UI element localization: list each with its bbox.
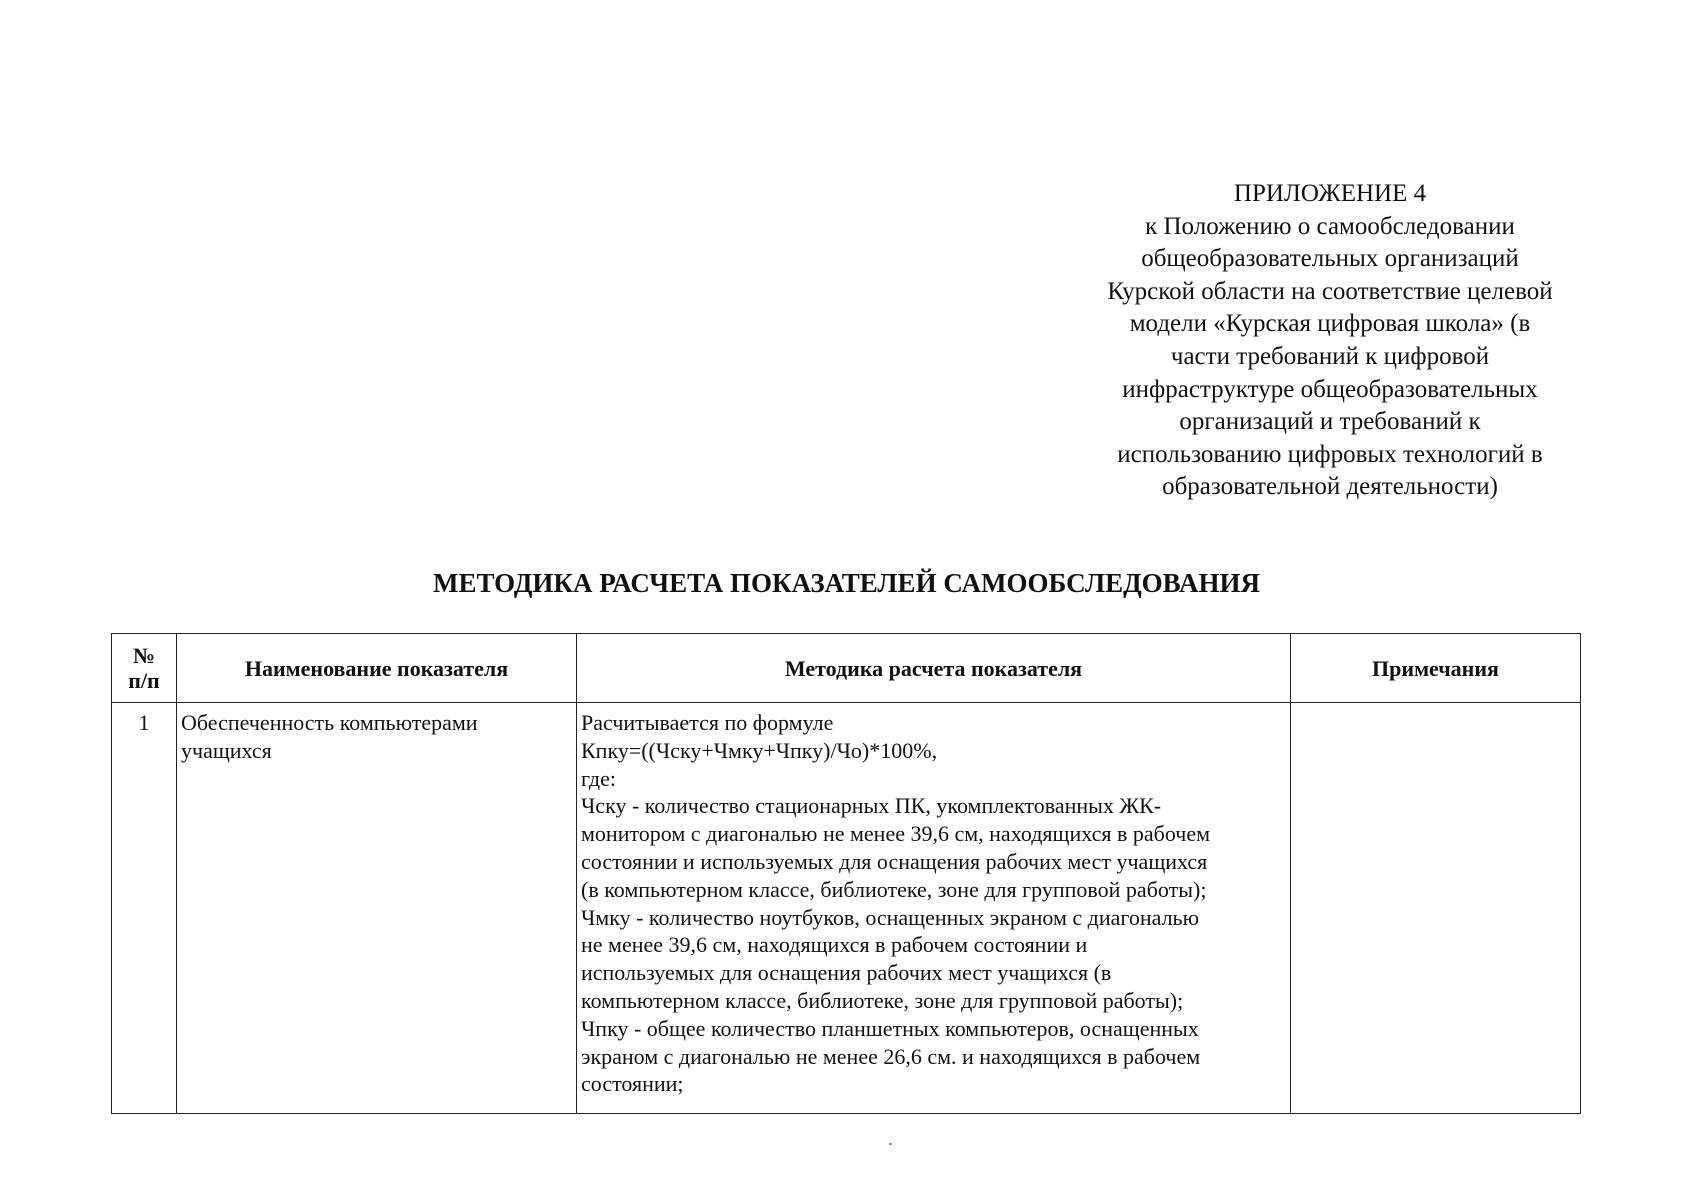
header-notes: Примечания xyxy=(1291,634,1581,703)
document-title: МЕТОДИКА РАСЧЕТА ПОКАЗАТЕЛЕЙ САМООБСЛЕДОВАНИЯ xyxy=(433,568,1260,598)
method-line: Чмку - количество ноутбуков, оснащенных экраном с диагональю xyxy=(581,904,1200,930)
scan-speck xyxy=(889,1143,892,1145)
method-line: состоянии и используемых для оснащения рабочих мест учащихся xyxy=(581,848,1208,874)
row-notes xyxy=(1291,703,1581,1114)
row-indicator-name xyxy=(177,703,577,1114)
method-line: Чпку - общее количество планшетных компьютеров, оснащенных xyxy=(581,1015,1199,1041)
header-number xyxy=(112,634,177,703)
method-line: Кпку=((Чску+Чмку+Чпку)/Чо)*100%, xyxy=(581,737,938,763)
annex-line: организаций и требований к xyxy=(1179,408,1481,436)
method-line: (в компьютерном классе, библиотеке, зоне для групповой работы); xyxy=(581,876,1207,902)
header-number-line1: № xyxy=(132,643,156,668)
row-calculation-method xyxy=(577,703,1291,1114)
header-number-line2: п/п xyxy=(128,668,160,693)
method-line: используемых для оснащения рабочих мест учащихся (в xyxy=(581,960,1112,986)
annex-line: использованию цифровых технологий в xyxy=(1117,440,1543,468)
annex-line: инфраструктуре общеобразовательных xyxy=(1122,375,1538,403)
table-row xyxy=(112,703,1581,1114)
annex-line: общеобразовательных организаций xyxy=(1141,245,1519,273)
annex-line: части требований к цифровой xyxy=(1170,342,1490,370)
annex-line: образовательной деятельности) xyxy=(1162,473,1498,501)
annex-line: ПРИЛОЖЕНИЕ 4 xyxy=(1233,180,1427,207)
annex-line: к Положению о самообследовании xyxy=(1145,212,1515,240)
method-line: компьютерном классе, библиотеке, зоне для групповой работы); xyxy=(581,987,1184,1013)
method-line: где: xyxy=(581,765,616,791)
annex-header xyxy=(1060,178,1600,504)
method-line: не менее 39,6 см, находящихся в рабочем состоянии и xyxy=(581,932,1088,958)
indicator-name-line: учащихся xyxy=(181,737,272,763)
header-indicator-name: Наименование показателя xyxy=(177,634,577,703)
header-calculation-method: Методика расчета показателя xyxy=(577,634,1291,703)
row-number: 1 xyxy=(112,703,177,1114)
annex-line: модели «Курская цифровая школа» (в xyxy=(1129,310,1531,338)
indicator-name-line: Обеспеченность компьютерами xyxy=(181,710,478,735)
method-line: Расчитывается по формуле xyxy=(581,710,834,735)
method-line: Чску - количество стационарных ПК, укомплектованных ЖК- xyxy=(581,793,1162,819)
method-line: состоянии; xyxy=(581,1071,684,1097)
annex-line: Курской области на соответствие целевой xyxy=(1107,277,1553,305)
method-line: монитором с диагональю не менее 39,6 см, находящихся в рабочем xyxy=(581,821,1211,847)
table-header-row xyxy=(112,634,1581,703)
indicators-table xyxy=(111,633,1581,1114)
method-line: экраном с диагональю не менее 26,6 см. и находящихся в рабочем xyxy=(581,1043,1201,1069)
